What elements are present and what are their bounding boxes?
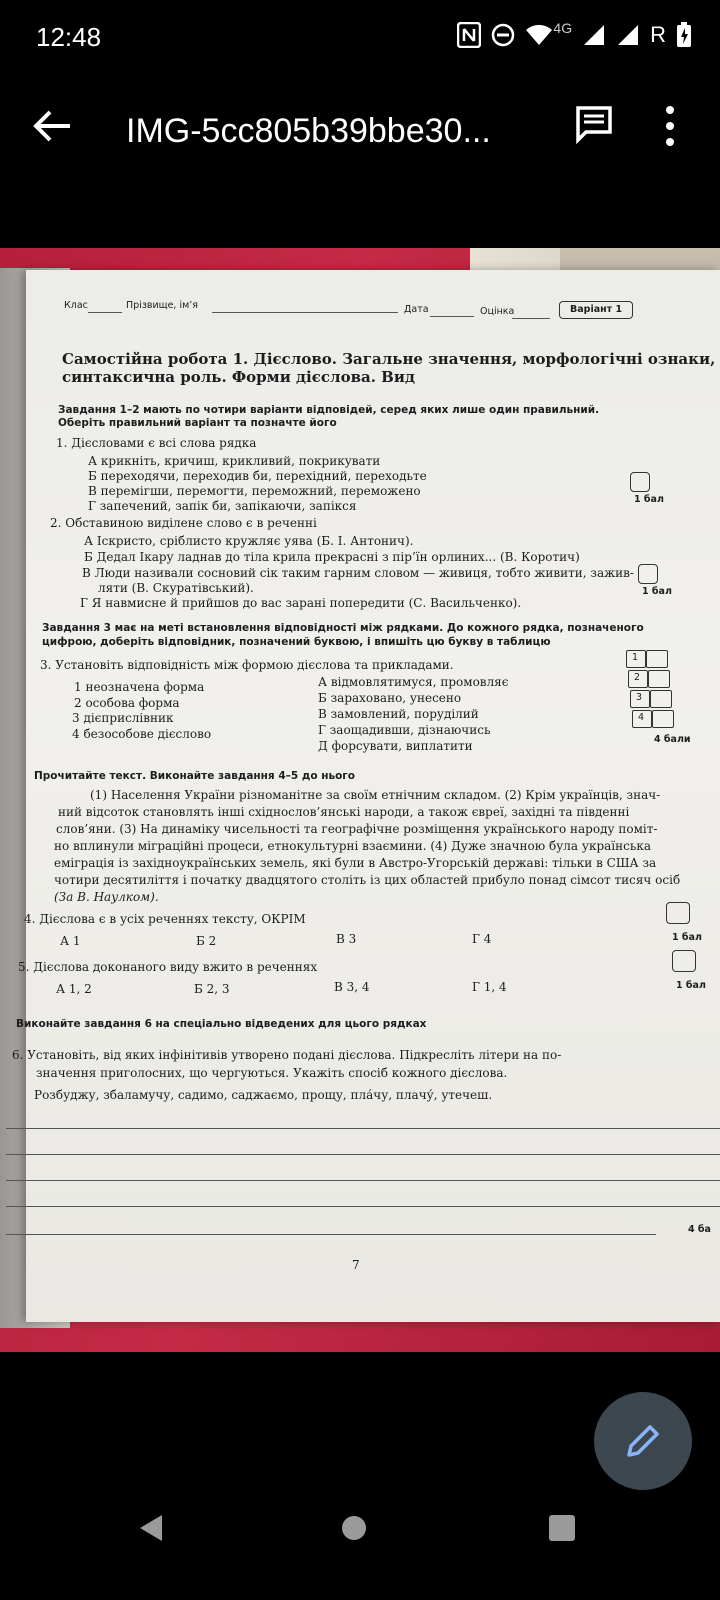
nfc-icon — [457, 22, 481, 48]
q1-answer-box[interactable] — [630, 472, 650, 492]
instruction-3: Завдання 3 має на меті встановлення відповідності між рядками. До кожного рядка, позначеного — [42, 622, 644, 634]
q3-right-e: Д форсувати, виплатити — [318, 739, 473, 753]
passage-line-1: (1) Населення України різноманітне за своїм етнічним складом. (2) Крім українців, знач- — [90, 788, 661, 802]
worksheet-page — [12, 270, 720, 1322]
instruction-3b: цифрою, доберіть відповідник, позначений буквою, і впишіть цю букву в таблицю — [42, 636, 551, 648]
passage-line-3: слов’яни. (3) На динаміку чисельності та географічне розміщення українського народу поміт- — [56, 822, 658, 836]
worksheet-subtitle: синтаксична роль. Форми дієслова. Вид — [62, 368, 415, 386]
q6-score: 4 ба — [688, 1224, 711, 1235]
q3-grid-4: 4 — [638, 712, 645, 723]
page-number: 7 — [352, 1258, 360, 1272]
q3-text: 3. Установіть відповідність між формою дієслова та прикладами. — [40, 658, 454, 672]
class-label: Клас — [64, 300, 88, 311]
q5-option-a: А 1, 2 — [56, 982, 92, 996]
variant-label: Варіант 1 — [570, 304, 623, 315]
q2-answer-box[interactable] — [638, 564, 658, 584]
navigation-bar — [0, 1420, 720, 1600]
q3-left-2: 2 особова форма — [74, 696, 180, 710]
q3-right-c: В замовлений, порудiлий — [318, 707, 479, 721]
q3-grid-2: 2 — [634, 672, 641, 683]
q2-option-a: А Іскристо, сріблисто кружляє уява (Б. І. Антонич). — [84, 534, 414, 548]
photo-viewer[interactable] — [0, 248, 720, 1352]
nav-recents-icon[interactable] — [548, 1514, 576, 1542]
roaming-indicator: R — [650, 22, 666, 47]
q3-score: 4 бали — [654, 734, 691, 745]
q3-grid-cell-3[interactable] — [650, 690, 672, 708]
q4-text: 4. Дієслова є в усіх реченнях тексту, ОКРІМ — [24, 912, 306, 926]
q4-option-d: Г 4 — [472, 932, 492, 946]
worksheet-title: Самостійна робота 1. Дієслово. Загальне значення, морфологічні ознаки, — [62, 350, 716, 368]
q1-option-d: Г запечений, запік би, запікаючи, запікся — [88, 499, 357, 513]
q5-option-c: В 3, 4 — [334, 980, 370, 994]
q6-line-2: значення приголосних, що чергуються. Укажіть спосіб кожного дієслова. — [36, 1066, 508, 1080]
q2-option-c-cont: ляти (В. Скуратівський). — [98, 581, 254, 595]
nav-back-icon[interactable] — [136, 1512, 168, 1544]
status-time: 12:48 — [36, 22, 102, 52]
q3-left-3: 3 дієприслівник — [72, 711, 174, 725]
name-label: Прізвище, ім’я — [126, 300, 199, 311]
q2-score: 1 бал — [642, 586, 672, 597]
q2-option-d: Г Я навмисне й прийшов до вас зарані попередити (С. Васильченко). — [80, 596, 522, 610]
app-bar — [0, 78, 720, 190]
q3-grid-1: 1 — [632, 652, 639, 663]
q4-option-b: Б 2 — [196, 934, 217, 948]
status-icons — [457, 22, 692, 48]
passage-line-5: еміграція із західноукраїнських земель, які були в Австро-Угорській державі: тільки в США за — [54, 856, 657, 870]
date-label: Дата — [404, 304, 429, 315]
q6-line-1: 6. Установіть, від яких інфінітивів утворено подані дієслова. Підкресліть літери на по- — [12, 1048, 562, 1062]
more-options-icon[interactable] — [662, 104, 678, 148]
q3-grid-cell-1[interactable] — [646, 650, 668, 668]
q2-option-b: Б Дедал Ікару ладнав до тіла крила прекрасні з пір’їн орлиних... (В. Коротич) — [84, 550, 580, 564]
status-bar — [0, 0, 720, 78]
grade-label: Оцінка — [480, 306, 515, 317]
q5-text: 5. Дієслова доконаного виду вжито в реченнях — [18, 960, 318, 974]
q3-left-4: 4 безособове дієслово — [72, 727, 212, 741]
q1-score: 1 бал — [634, 494, 664, 505]
q5-option-d: Г 1, 4 — [472, 980, 507, 994]
q3-left-1: 1 неозначена форма — [74, 680, 205, 694]
q5-answer-box[interactable] — [672, 950, 696, 972]
q3-right-b: Б зараховано, унесено — [318, 691, 462, 705]
q3-right-d: Г заощадивши, дізнаючись — [318, 723, 491, 737]
instruction-1-2b: Оберіть правильний варіант та позначте його — [58, 417, 337, 429]
q1-option-c: В перемігши, перемогти, переможний, переможено — [88, 484, 421, 498]
passage-line-4: но вплинули міграційні процеси, етнокультурні взаємини. (4) Дуже значною була українська — [54, 839, 652, 853]
q1-option-a: А крикніть, кричиш, крикливий, покрикувати — [88, 454, 381, 468]
q4-answer-box[interactable] — [666, 902, 690, 924]
q1-text: 1. Дієсловами є всі слова рядка — [56, 436, 257, 450]
battery-charging-icon — [676, 22, 692, 48]
q2-text: 2. Обставиною виділене слово є в реченні — [50, 516, 317, 530]
q3-grid-3: 3 — [636, 692, 643, 703]
q3-grid-cell-4[interactable] — [652, 710, 674, 728]
passage-line-6: чотири десятиліття і початку двадцятого століть із цих областей прибуло понад сімсот тисяч осіб — [54, 873, 681, 887]
network-type: 4G — [553, 20, 573, 36]
comment-icon[interactable] — [574, 104, 614, 144]
q1-option-b: Б переходячи, переходив би, перехідний, переходьте — [88, 469, 427, 483]
q4-option-a: А 1 — [60, 934, 81, 948]
q5-option-b: Б 2, 3 — [194, 982, 230, 996]
signal-icon-1 — [582, 23, 606, 47]
nav-home-icon[interactable] — [340, 1514, 368, 1542]
do-not-disturb-icon — [491, 23, 515, 47]
q3-right-a: А відмовлятимуся, промовляє — [318, 675, 509, 689]
q2-option-c: В Люди називали сосновий сік таким гарним словом — живиця, тобто живити, зажив- — [82, 566, 634, 580]
wifi-icon — [525, 23, 553, 47]
read-heading: Прочитайте текст. Виконайте завдання 4–5 до нього — [34, 770, 355, 782]
passage-line-2: ний відсоток становлять інші східнослов’янські народи, а також євреї, західні та південні — [58, 805, 630, 819]
q4-score: 1 бал — [672, 932, 702, 943]
passage-source: (За В. Наулком). — [54, 890, 159, 904]
back-arrow-icon[interactable] — [30, 104, 74, 148]
q4-option-c: В 3 — [336, 932, 357, 946]
signal-icon-2 — [616, 23, 640, 47]
q3-grid-cell-2[interactable] — [648, 670, 670, 688]
instruction-6: Виконайте завдання 6 на спеціально відведених для цього рядках — [16, 1018, 427, 1030]
q5-score: 1 бал — [676, 980, 706, 991]
image-title: IMG-5cc805b39bbe30... — [126, 112, 491, 150]
instruction-1-2: Завдання 1–2 мають по чотири варіанти відповідей, серед яких лише один правильний. — [58, 404, 600, 416]
q6-words: Розбуджу, збаламучу, садимо, саджаємо, прощу, пла́чу, плачу́, утечеш. — [34, 1088, 493, 1102]
